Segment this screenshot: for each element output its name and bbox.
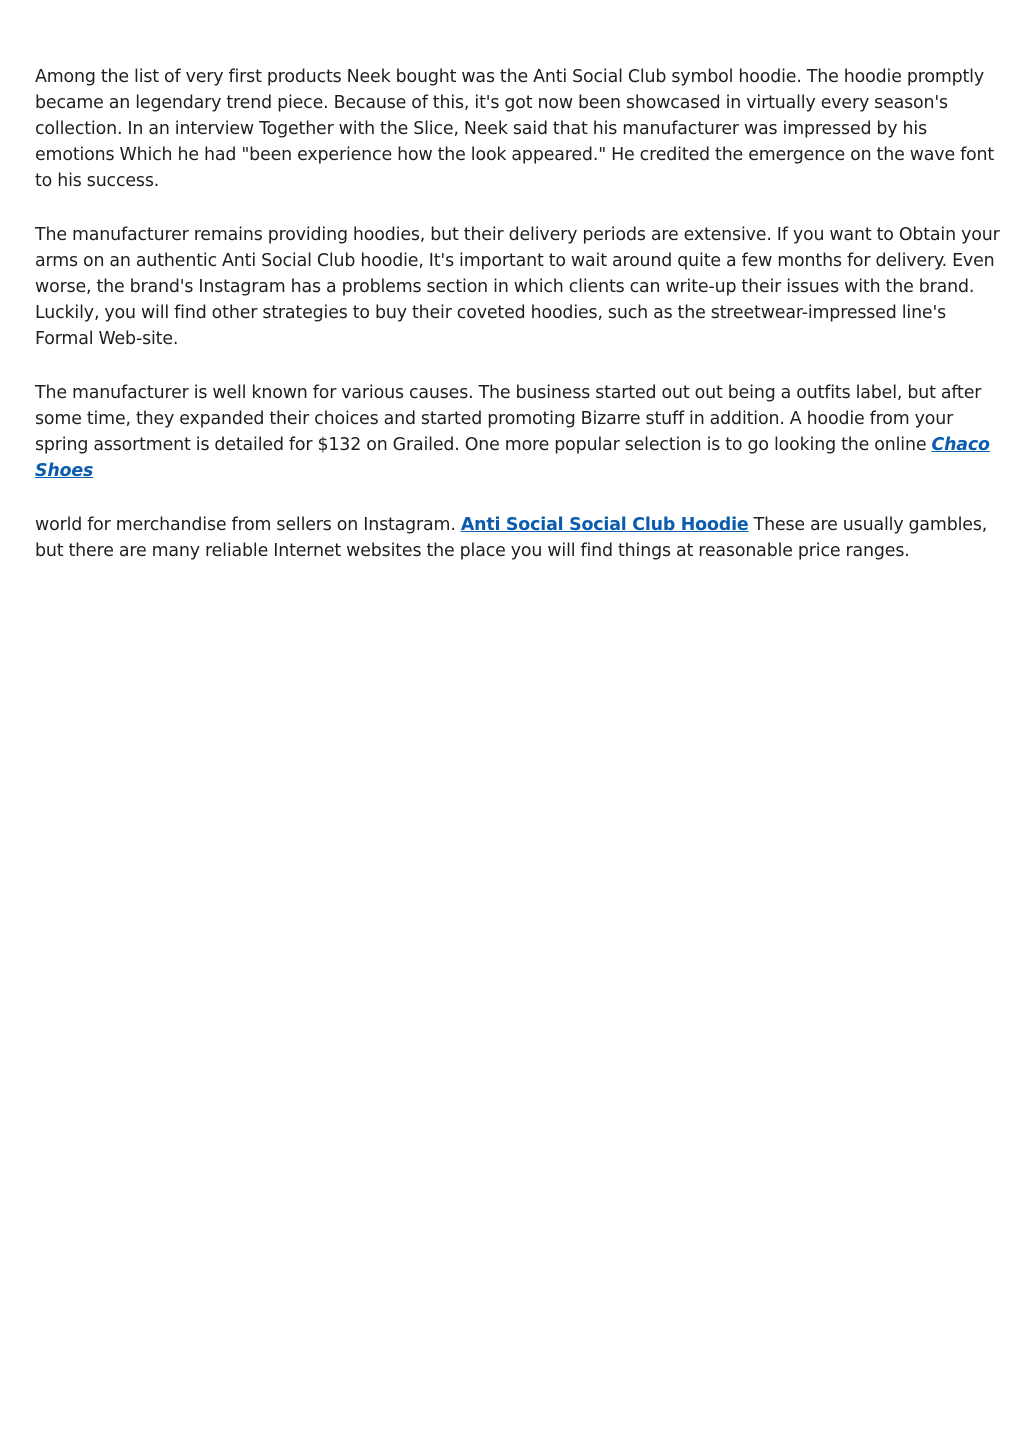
paragraph-4	[35, 512, 1000, 564]
paragraph-1	[35, 64, 1000, 194]
paragraph-4-text-after: These are usually gambles, but there are many reliable Internet websites the place you will find things at reasonable price ranges.	[35, 515, 988, 561]
paragraph-1-text: Among the list of very first products Neek bought was the Anti Social Club symbol hoodie. The hoodie promptly became an legendary trend piece. Because of this, it's got now been showcased in virtually every season's collection. In an interview Together with the Slice, Neek said that his manufacturer was impressed by his emotions Which he had "been experience how the look appeared." He credited the emergence on the wave font to his success.	[35, 67, 995, 191]
paragraph-2	[35, 222, 1000, 352]
paragraph-3	[35, 380, 1000, 484]
paragraph-4-text-before: world for merchandise from sellers on Instagram.	[35, 515, 461, 535]
document-page	[35, 64, 1000, 564]
anti-social-social-club-hoodie-link[interactable]: Anti Social Social Club Hoodie	[460, 515, 749, 535]
paragraph-2-text: The manufacturer remains providing hoodies, but their delivery periods are extensive. If you want to Obtain your arms on an authentic Anti Social Club hoodie, It's important to wait around quite a few months for delivery. Even worse, the brand's Instagram has a problems section in which clients can write-up their issues with the brand. Luckily, you will find other strategies to buy their coveted hoodies, such as the streetwear-impressed line's Formal Web-site.	[35, 225, 1000, 349]
chaco-shoes-link[interactable]: Chaco Shoes	[35, 435, 990, 481]
paragraph-3-text: The manufacturer is well known for various causes. The business started out out being a outfits label, but after some time, they expanded their choices and started promoting Bizarre stuff in addition. A hoodie from your spring assortment is detailed for $132 on Grailed. One more popular selection is to go looking the online	[35, 383, 982, 455]
